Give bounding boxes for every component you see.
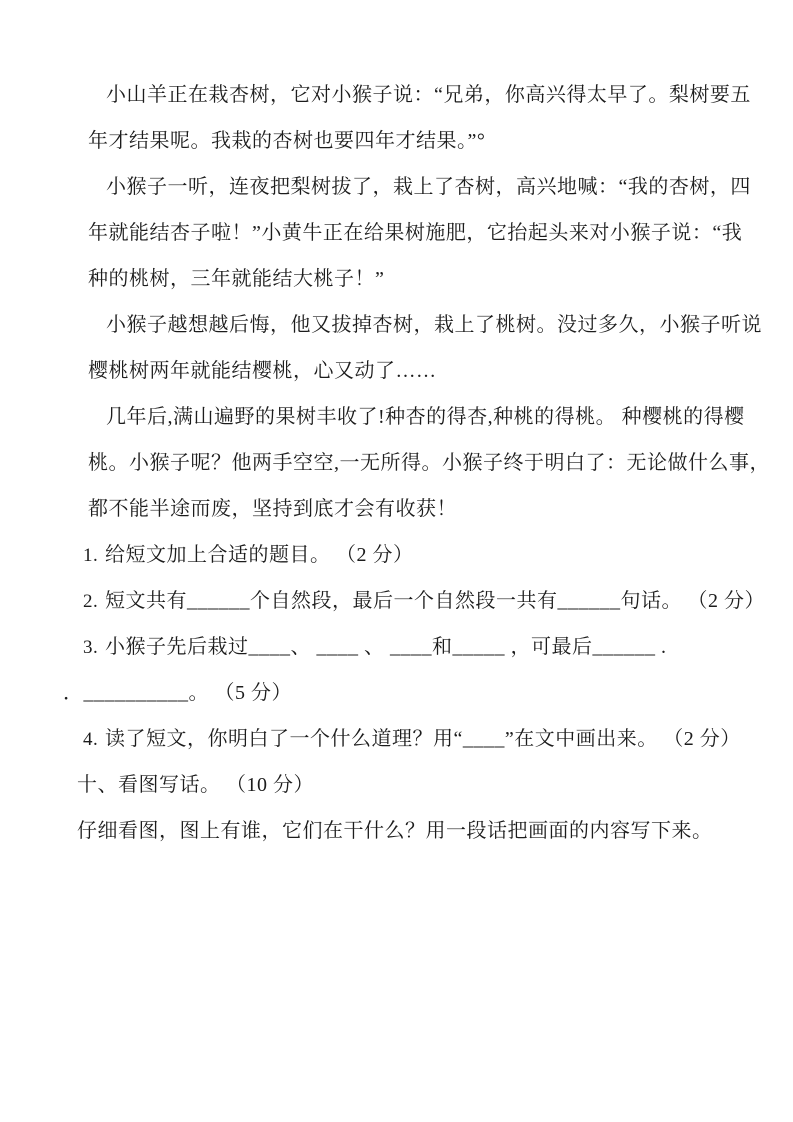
- question-number: 1.: [83, 545, 99, 566]
- question-text-continuation: ．__________。 （5 分）: [63, 682, 292, 704]
- question-text: 读了短文，你明白了一个什么道理？用“____”在文中画出来。 （2 分）: [105, 728, 741, 750]
- passage-line: 几年后,满山遍野的果树丰收了!种杏的得杏,种桃的得桃。 种樱桃的得樱: [106, 406, 745, 428]
- question-item-3: [0, 624, 793, 670]
- question-text: 给短文加上合适的题目。 （2 分）: [105, 544, 414, 566]
- reading-passage: [0, 72, 793, 532]
- passage-line: 年才结果呢。我栽的杏树也要四年才结果。”°: [88, 130, 486, 152]
- question-number: 2.: [83, 591, 99, 612]
- question-list: [0, 532, 793, 762]
- passage-line: 小猴子越想越后悔，他又拔掉杏树，栽上了桃树。没过多久，小猴子听说: [106, 314, 762, 336]
- question-text: 小猴子先后栽过____、 ____ 、 ____和_____ ，可最后______ .: [105, 636, 667, 658]
- question-item-1: [0, 532, 793, 578]
- question-number: 3.: [83, 637, 99, 658]
- question-text: 短文共有______个自然段，最后一个自然段一共有______句话。 （2 分）: [105, 590, 765, 612]
- section-instruction: 仔细看图，图上有谁，它们在干什么？用一段话把画面的内容写下来。: [77, 820, 713, 842]
- section-heading: 十、看图写话。 （10 分）: [77, 774, 314, 796]
- passage-line: 年就能结杏子啦！”小黄牛正在给果树施肥，它抬起头来对小猴子说：“我: [88, 222, 743, 244]
- question-item-4: [0, 716, 793, 762]
- question-item-3-continuation: [0, 670, 793, 716]
- passage-line: 种的桃树，三年就能结大桃子！”: [88, 268, 385, 290]
- passage-line: 小山羊正在栽杏树，它对小猴子说：“兄弟，你高兴得太早了。梨树要五: [106, 84, 751, 106]
- passage-line: 樱桃树两年就能结樱桃，心又动了……: [88, 360, 437, 382]
- question-item-2: [0, 578, 793, 624]
- passage-line: 小猴子一听，连夜把梨树拔了，栽上了杏树，高兴地喊：“我的杏树，四: [106, 176, 751, 198]
- passage-line: 都不能半途而废，坚持到底才会有收获！: [88, 498, 457, 520]
- passage-line: 桃。小猴子呢？他两手空空,一无所得。小猴子终于明白了：无论做什么事，: [88, 452, 770, 474]
- question-number: 4.: [83, 729, 99, 750]
